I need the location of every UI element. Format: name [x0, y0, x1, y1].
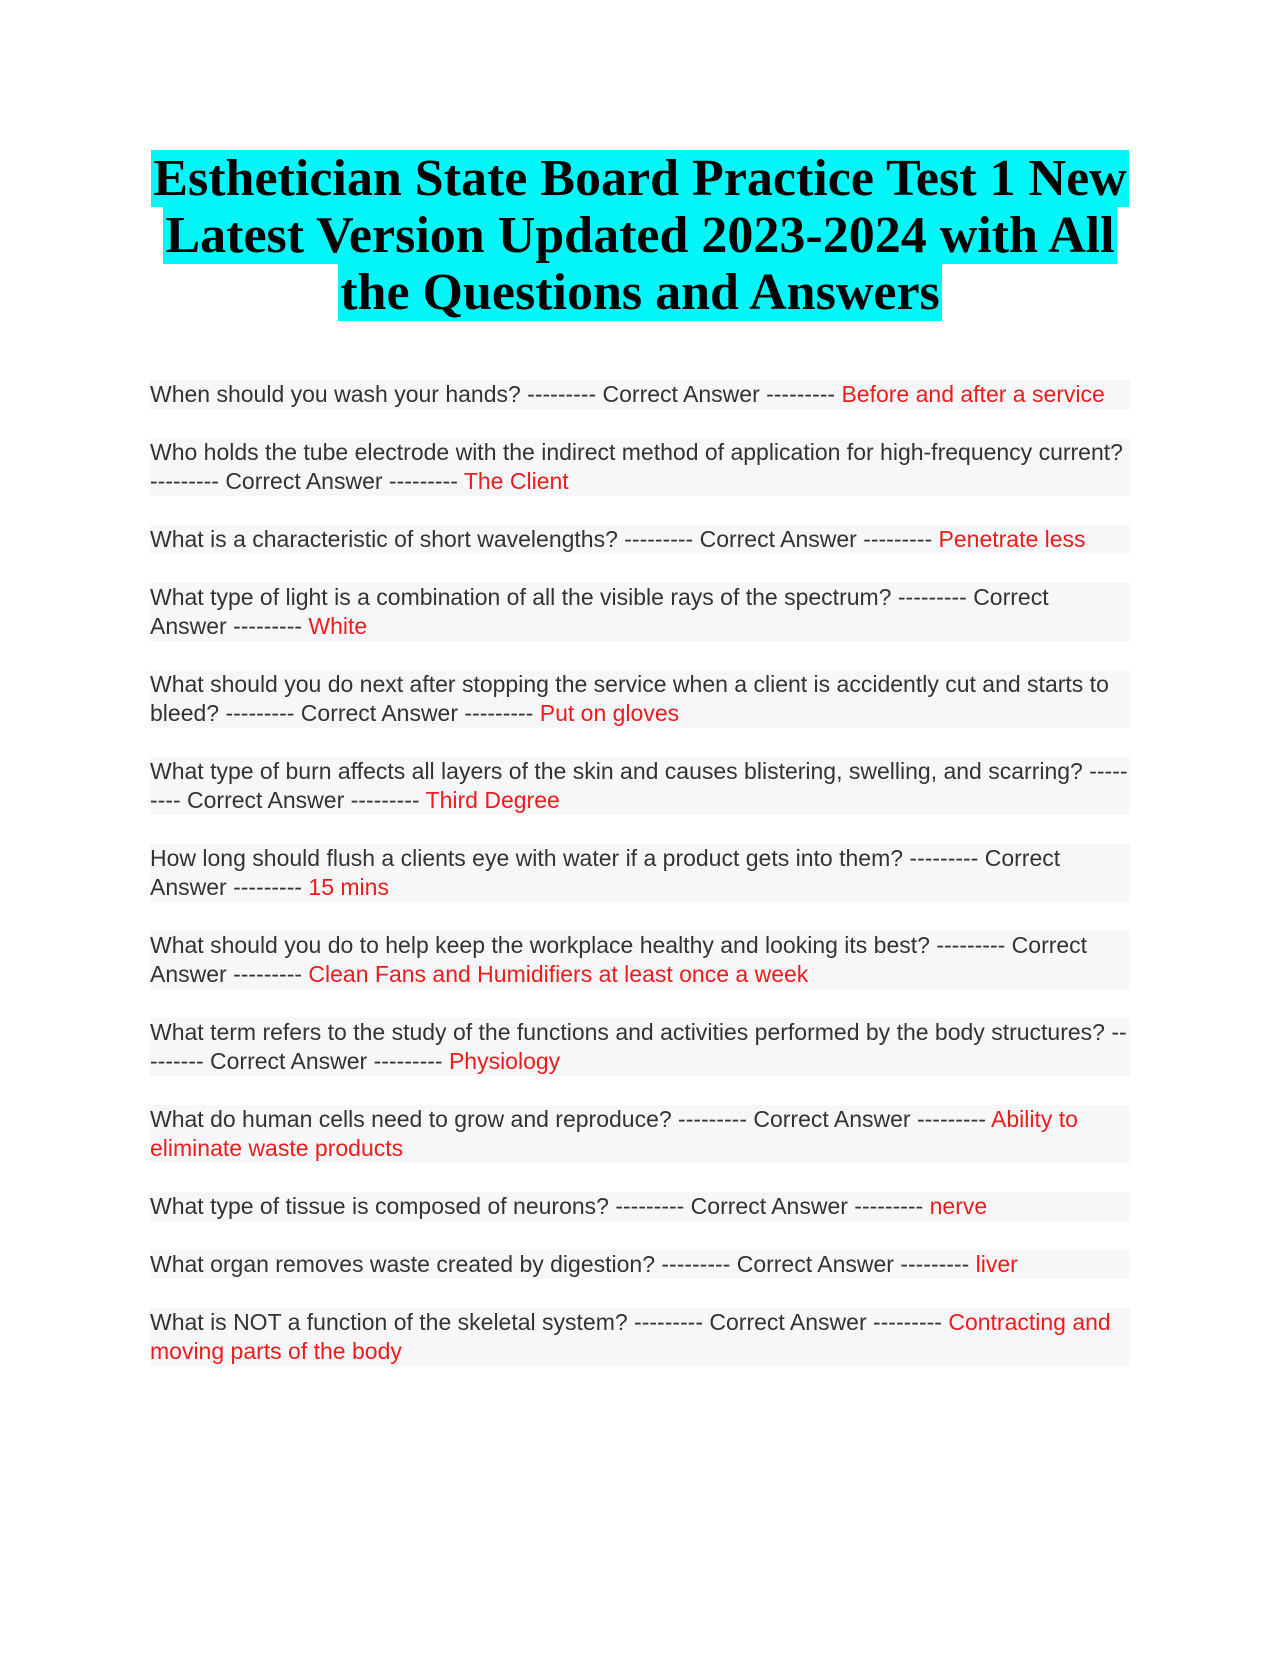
- question-text: What should you do next after stopping the service when a client is accidently cut and starts to bleed?: [150, 671, 1109, 726]
- correct-answer-separator: --------- Correct Answer ---------: [150, 1019, 1127, 1074]
- correct-answer-separator: --------- Correct Answer ---------: [671, 1106, 992, 1132]
- qa-item: [150, 1250, 1130, 1279]
- answer-text: Third Degree: [425, 787, 560, 813]
- title-line-2: Latest Version Updated 2023-2024 with All: [165, 207, 1115, 264]
- question-text: What should you do to help keep the workplace healthy and looking its best?: [150, 932, 930, 958]
- answer-text: 15 mins: [308, 874, 389, 900]
- correct-answer-separator: --------- Correct Answer ---------: [150, 932, 1088, 987]
- qa-item: [150, 438, 1130, 496]
- qa-item: [150, 757, 1130, 815]
- correct-answer-separator: --------- Correct Answer ---------: [627, 1309, 949, 1335]
- question-text: What is NOT a function of the skeletal system?: [150, 1309, 628, 1335]
- question-text: What type of light is a combination of all the visible rays of the spectrum?: [150, 584, 892, 610]
- question-text: What do human cells need to grow and reproduce?: [150, 1106, 672, 1132]
- answer-text: Put on gloves: [539, 700, 680, 726]
- qa-item: [150, 583, 1130, 641]
- question-text: What organ removes waste created by digestion?: [150, 1251, 655, 1277]
- correct-answer-separator: --------- Correct Answer ---------: [150, 845, 1061, 900]
- document-title: [150, 150, 1130, 321]
- qa-list: [150, 380, 1130, 1395]
- question-text: What is a characteristic of short wavelengths?: [150, 526, 618, 552]
- answer-text: nerve: [929, 1193, 988, 1219]
- qa-item: [150, 1192, 1130, 1221]
- correct-answer-separator: --------- Correct Answer ---------: [219, 700, 540, 726]
- qa-item: [150, 1308, 1130, 1366]
- qa-item: [150, 931, 1130, 989]
- title-line-3: the Questions and Answers: [340, 264, 940, 321]
- answer-text: The Client: [463, 468, 569, 494]
- qa-item: [150, 1105, 1130, 1163]
- question-text: When should you wash your hands?: [150, 381, 521, 407]
- answer-text: Contracting and moving parts of the body: [150, 1309, 1111, 1364]
- correct-answer-separator: --------- Correct Answer ---------: [520, 381, 842, 407]
- qa-item: [150, 844, 1130, 902]
- qa-item: [150, 380, 1130, 409]
- answer-text: liver: [975, 1251, 1018, 1277]
- question-text: What type of burn affects all layers of the skin and causes blistering, swelling, and scarring?: [150, 758, 1083, 784]
- correct-answer-separator: --------- Correct Answer ---------: [655, 1251, 976, 1277]
- correct-answer-separator: --------- Correct Answer ---------: [150, 584, 1049, 639]
- qa-item: [150, 1018, 1130, 1076]
- question-text: What type of tissue is composed of neurons?: [150, 1193, 609, 1219]
- correct-answer-separator: --------- Correct Answer ---------: [617, 526, 939, 552]
- answer-text: White: [308, 613, 368, 639]
- title-line-1: Esthetician State Board Practice Test 1 New: [153, 150, 1127, 207]
- qa-item: [150, 525, 1130, 554]
- correct-answer-separator: --------- Correct Answer ---------: [150, 468, 464, 494]
- answer-text: Physiology: [448, 1048, 561, 1074]
- correct-answer-separator: --------- Correct Answer ---------: [608, 1193, 930, 1219]
- answer-text: Clean Fans and Humidifiers at least once a week: [308, 961, 809, 987]
- answer-text: Ability to eliminate waste products: [150, 1106, 1078, 1161]
- qa-item: [150, 670, 1130, 728]
- answer-text: Before and after a service: [841, 381, 1105, 407]
- question-text: How long should flush a clients eye with water if a product gets into them?: [150, 845, 904, 871]
- correct-answer-separator: --------- Correct Answer ---------: [150, 758, 1128, 813]
- question-text: What term refers to the study of the functions and activities performed by the body structures?: [150, 1019, 1105, 1045]
- answer-text: Penetrate less: [938, 526, 1086, 552]
- question-text: Who holds the tube electrode with the indirect method of application for high-frequency current?: [150, 439, 1123, 465]
